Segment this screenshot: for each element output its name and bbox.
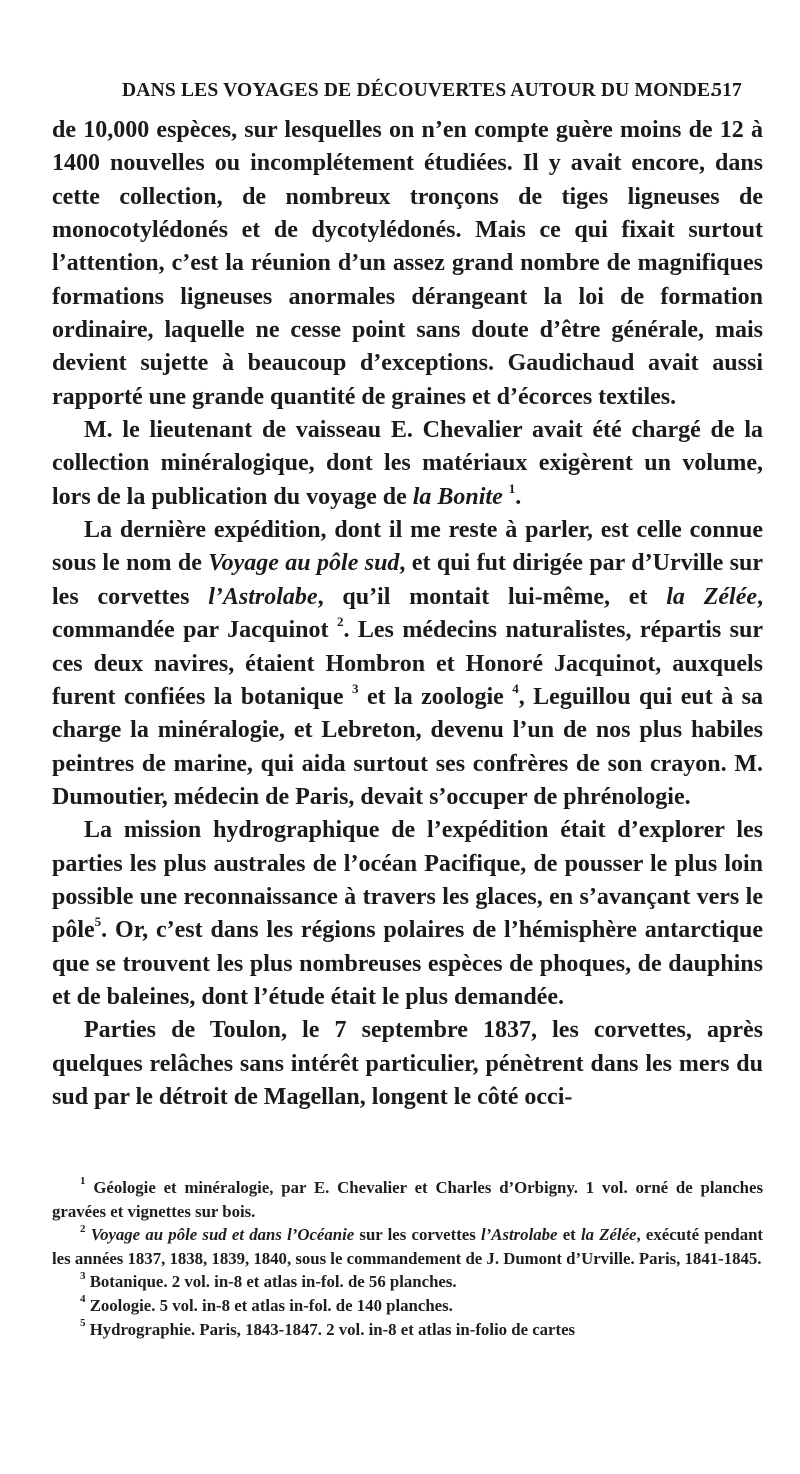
text-run: , exécuté pendant les années 1837, 1838, 1839, 1840, sous le commandement de J. Dumont d’Urville. Paris, 1841-1845. [52, 1225, 764, 1268]
footnote [52, 1318, 763, 1342]
text-run: Géologie et minéralogie, par E. Chevalier et Charles d’Orbigny. 1 vol. orné de planches gravées et vignettes sur bois. [52, 1178, 763, 1221]
footnote-marker: 3 [80, 1269, 86, 1282]
text-run: Hydrographie. Paris, 1843-1847. 2 vol. in-8 et atlas in-folio de cartes [85, 1319, 576, 1339]
italic-title: la Zélée [666, 583, 758, 610]
italic-title: Voyage au pôle sud [208, 550, 400, 577]
italic-title: Voyage au pôle sud et dans l’Océanie [90, 1225, 355, 1245]
text-run: Botanique. 2 vol. in-8 et atlas in-fol. de 56 planches. [85, 1272, 457, 1292]
text-run: et la zoologie [358, 683, 513, 710]
footnote-marker: 5 [80, 1316, 86, 1329]
footnote-marker: 2 [80, 1222, 86, 1235]
running-header [62, 77, 742, 105]
text-run [503, 484, 509, 510]
text-run: . [515, 483, 522, 510]
text-run: et [557, 1225, 581, 1245]
italic-title: l’Astrolabe [208, 583, 318, 610]
text-run: , et qui fut dirigée par d’Urville sur les corvettes [52, 550, 764, 610]
text-run: . Or, c’est dans les régions polaires de l’hémisphère antarctique que se trouvent les plus nombreuses espèces de phoques, de dauphins et de baleines, dont l’étude était le plus demandée. [52, 917, 763, 1010]
text-run: La dernière expédition, dont il me reste à parler, est celle connue sous le nom de [52, 517, 763, 577]
text-run: La mission hydrographique de l’expédition était d’explorer les parties les plus australes de l’océan Pacifique, de pousser le plus loin possible une reconnaissance à travers les glaces, en s’avançant vers le pôle [52, 817, 763, 944]
text-run: . Les médecins naturalistes, répartis sur ces deux navires, étaient Hombron et Honoré Jacquinot, auxquels furent confiées la botanique [52, 617, 764, 710]
main-text [52, 114, 763, 1114]
footnote [52, 1294, 763, 1318]
paragraph [52, 814, 763, 1014]
text-run: , Leguillou qui eut à sa charge la minéralogie, et Lebreton, devenu l’un de nos plus habiles peintres de marine, qui aida surtout ses confrères de son crayon. M. Dumoutier, médecin de Paris, devait s’occuper de phrénologie. [52, 683, 764, 810]
text-run: M. le lieutenant de vaisseau E. Chevalier avait été chargé de la collection minéralogique, dont les matériaux exigèrent un volume, lors de la publication du voyage de [52, 417, 763, 510]
footnote [52, 1223, 763, 1270]
italic-title: la Bonite [412, 483, 503, 510]
footnote-marker: 1 [80, 1175, 86, 1188]
page-number: 517 [712, 80, 742, 101]
paragraph [52, 414, 763, 514]
italic-title: l’Astrolabe [481, 1225, 558, 1245]
footnote-marker: 4 [512, 680, 519, 696]
footnote [52, 1270, 763, 1294]
italic-title: la Zélée [580, 1225, 637, 1245]
text-run: Zoologie. 5 vol. in-8 et atlas in-fol. de 140 planches. [85, 1295, 453, 1315]
paragraph [52, 114, 763, 414]
running-title: DANS LES VOYAGES DE DÉCOUVERTES AUTOUR DU MONDE. [122, 80, 716, 101]
footnote [52, 1176, 763, 1223]
footnote-marker: 2 [336, 614, 344, 630]
paragraph [52, 514, 763, 814]
text-run: , qu’il montait lui-même, et [317, 583, 667, 610]
footnote-marker: 4 [80, 1293, 86, 1306]
text-run: Parties de Toulon, le 7 septembre 1837, les corvettes, après quelques relâches sans intérêt particulier, pénètrent dans les mers du sud par le détroit de Magellan, longent le côté occi- [52, 1017, 763, 1110]
footnote-marker: 5 [94, 914, 102, 930]
footnotes [52, 1176, 763, 1341]
text-run: de 10,000 espèces, sur lesquelles on n’en compte guère moins de 12 à 1400 nouvelles ou incomplétement étudiées. Il y avait encore, dans cette collection, de nombreux tronçons de tiges ligneuses de monocotylédonés et de dycotylédonés. Mais ce qui fixait surtout l’attention, c’est la réunion d’un assez grand nombre de magnifiques formations ligneuses anormales dérangeant la loi de formation ordinaire, laquelle ne cesse point sans doute d’être générale, mais devient sujette à beaucoup d’exceptions. Gaudichaud avait aussi rapporté une grande quantité de graines et d’écorces textiles. [52, 117, 763, 410]
footnote-marker: 3 [352, 680, 359, 696]
text-run: , commandée par Jacquinot [52, 583, 764, 644]
footnote-marker: 1 [508, 480, 516, 496]
paragraph [52, 1014, 763, 1114]
text-run: sur les corvettes [354, 1225, 482, 1245]
